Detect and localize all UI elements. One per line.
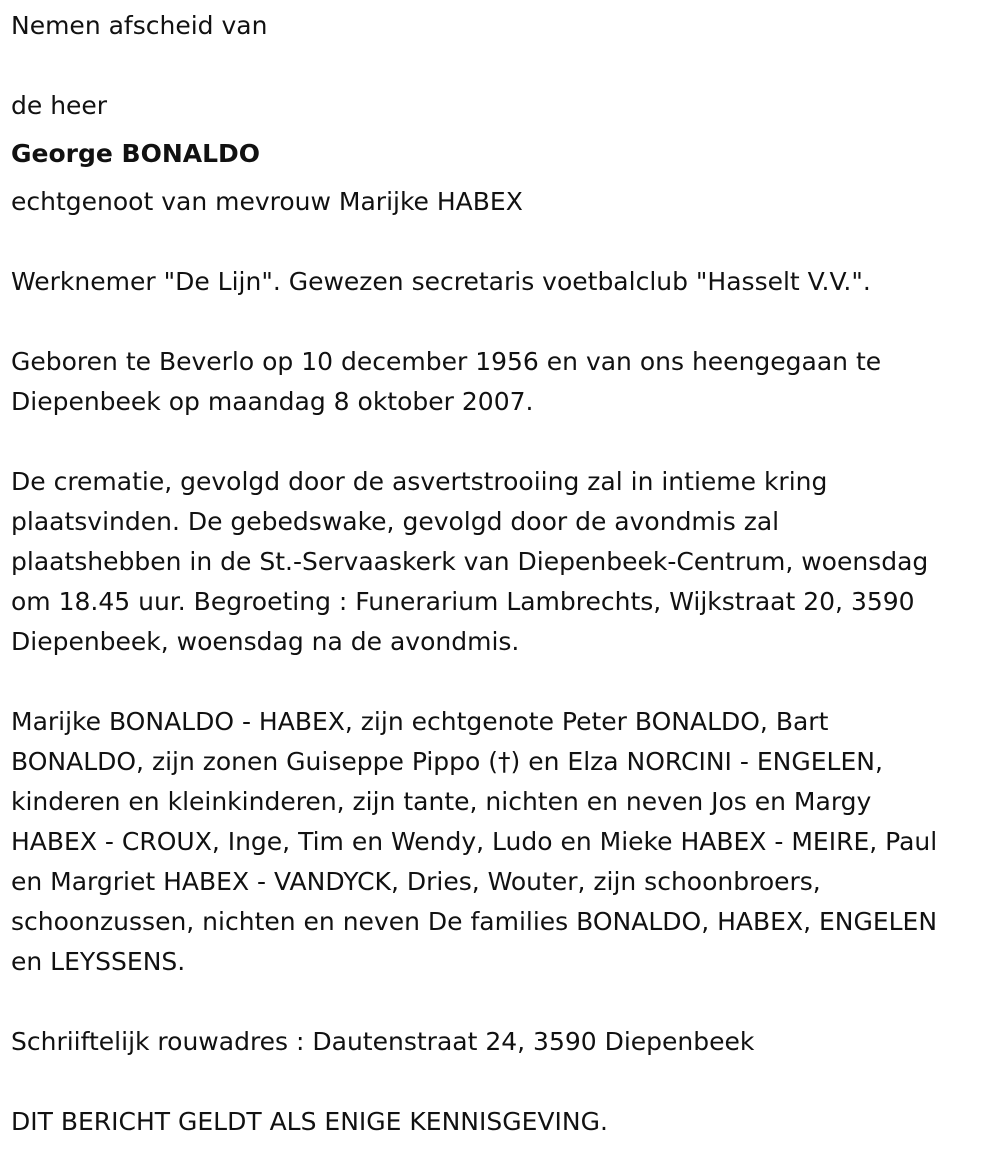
occupation-line: Werknemer "De Lijn". Gewezen secretaris voetbalclub "Hasselt V.V.". [11,267,871,296]
ceremony-line: Diepenbeek, woensdag na de avondmis. [11,627,520,656]
deceased-name: George BONALDO [11,139,261,168]
family-line: Marijke BONALDO - HABEX, zijn echtgenote Peter BONALDO, Bart [11,707,829,736]
ceremony-line: plaatsvinden. De gebedswake, gevolgd door de avondmis zal [11,507,780,536]
mourning-address: Schriiftelijk rouwadres : Dautenstraat 24, 3590 Diepenbeek [11,1027,755,1056]
family-line: kinderen en kleinkinderen, zijn tante, nichten en neven Jos en Margy [11,787,872,816]
intro-text: Nemen afscheid van [11,11,268,40]
family-line: BONALDO, zijn zonen Guiseppe Pippo (†) en Elza NORCINI - ENGELEN, [11,747,883,776]
birth-death-paragraph [11,342,1000,422]
family-line: en LEYSSENS. [11,947,186,976]
family-line: en Margriet HABEX - VANDYCK, Dries, Wouter, zijn schoonbroers, [11,867,821,896]
family-line: HABEX - CROUX, Inge, Tim en Wendy, Ludo en Mieke HABEX - MEIRE, Paul [11,827,938,856]
ceremony-line: De crematie, gevolgd door de asvertstrooiing zal in intieme kring [11,467,828,496]
spouse-line: echtgenoot van mevrouw Marijke HABEX [11,187,523,216]
ceremony-line: plaatshebben in de St.-Servaaskerk van Diepenbeek-Centrum, woensdag [11,547,929,576]
family-paragraph [11,702,1000,982]
ceremony-paragraph [11,462,1000,662]
birth-death-line: Geboren te Beverlo op 10 december 1956 en van ons heengegaan te [11,347,882,376]
honorific: de heer [11,91,108,120]
ceremony-line: om 18.45 uur. Begroeting : Funerarium Lambrechts, Wijkstraat 20, 3590 [11,587,915,616]
closing-statement: DIT BERICHT GELDT ALS ENIGE KENNISGEVING. [11,1107,608,1136]
family-line: schoonzussen, nichten en neven De families BONALDO, HABEX, ENGELEN [11,907,938,936]
birth-death-line: Diepenbeek op maandag 8 oktober 2007. [11,387,534,416]
